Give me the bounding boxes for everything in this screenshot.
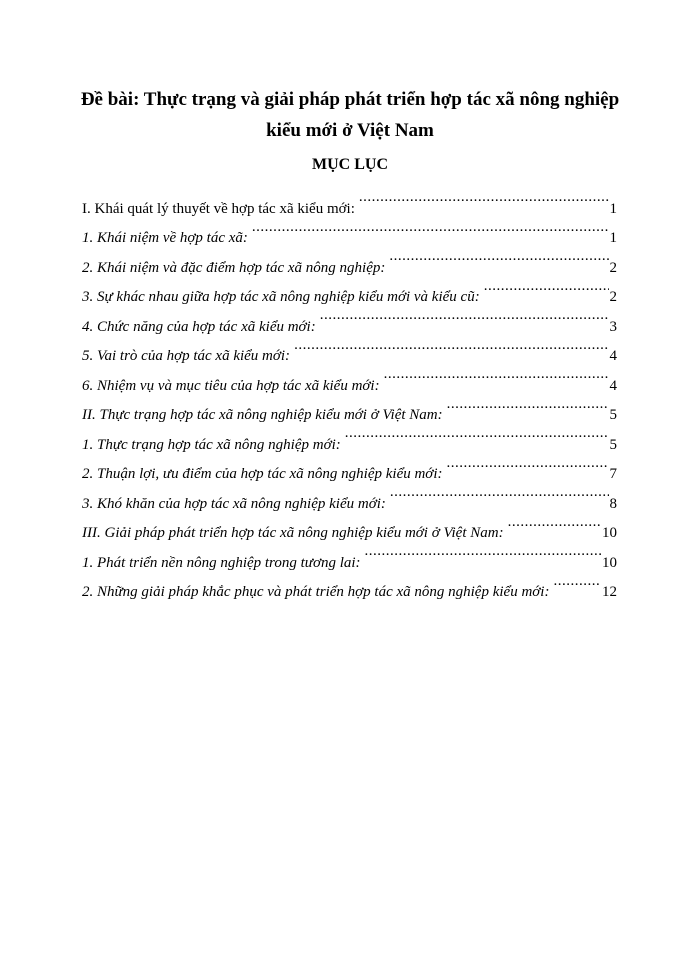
toc-entry-label: 3. Khó khăn của hợp tác xã nông nghiệp kiểu mới: [82,495,386,512]
toc-entry-page: 12 [602,584,617,600]
toc-dot-leader [252,213,609,243]
toc-entry-page: 7 [609,466,617,482]
toc-dot-leader [508,508,601,538]
toc-entry-page: 4 [609,377,617,394]
toc-dot-leader [484,272,609,302]
toc-dot-leader [390,478,609,508]
toc-entry-label: II. Thực trạng hợp tác xã nông nghiệp kiểu mới ở Việt Nam: [82,407,443,423]
toc-entry-page: 10 [602,554,617,571]
toc-entry-page: 5 [609,407,617,423]
toc-dot-leader [320,301,609,331]
toc-entry-label: I. Khái quát lý thuyết về hợp tác xã kiểu mới: [82,200,355,217]
toc-entry-page: 2 [609,259,617,276]
toc-entry-label: 3. Sự khác nhau giữa hợp tác xã nông nghiệp kiểu mới và kiểu cũ: [82,289,480,305]
toc-dot-leader [294,331,608,361]
toc-entry-page: 5 [609,436,617,453]
toc-dot-leader [553,567,601,597]
toc-dot-leader [447,390,609,420]
toc-entry-page: 10 [602,525,617,541]
toc-entry-label: 5. Vai trò của hợp tác xã kiểu mới: [82,348,291,364]
toc-dot-leader [389,242,608,272]
toc-entry-section-1[interactable] [82,183,617,217]
toc-entry-page: 1 [609,230,617,246]
toc-entry-label: 1. Khái niệm về hợp tác xã: [82,230,248,246]
toc-entry-label: 2. Khái niệm và đặc điểm hợp tác xã nông nghiệp: [82,259,386,276]
toc-entry-page: 1 [609,200,617,217]
toc-entry-label: 6. Nhiệm vụ và mục tiêu của hợp tác xã kiểu mới: [82,377,380,394]
toc-entry-label: III. Giải pháp phát triển hợp tác xã nông nghiệp kiểu mới ở Việt Nam: [82,525,504,541]
table-of-contents [82,183,617,600]
toc-entry-label: 1. Phát triển nền nông nghiệp trong tương lai: [82,554,361,571]
document-title-line-1: Đề bài: Thực trạng và giải pháp phát triển hợp tác xã nông nghiệp [80,89,620,110]
toc-entry-label: 2. Thuận lợi, ưu điểm của hợp tác xã nông nghiệp kiểu mới: [82,466,443,482]
toc-entry-page: 4 [609,348,617,364]
toc-entry-label: 1. Thực trạng hợp tác xã nông nghiệp mới: [82,436,341,453]
toc-dot-leader [345,419,609,449]
document-title [60,84,640,146]
toc-entry-label: 2. Những giải pháp khắc phục và phát triển hợp tác xã nông nghiệp kiểu mới: [82,584,550,600]
toc-dot-leader [365,537,601,567]
toc-entry-page: 8 [609,495,617,512]
toc-dot-leader [446,449,608,479]
document-title-line-2: kiểu mới ở Việt Nam [266,120,434,141]
toc-entry-page: 3 [609,318,617,335]
toc-entry-label: 4. Chức năng của hợp tác xã kiểu mới: [82,318,316,335]
toc-heading: MỤC LỤC [312,156,388,173]
toc-entry-page: 2 [609,289,617,305]
toc-dot-leader [359,183,609,213]
toc-dot-leader [384,360,609,390]
